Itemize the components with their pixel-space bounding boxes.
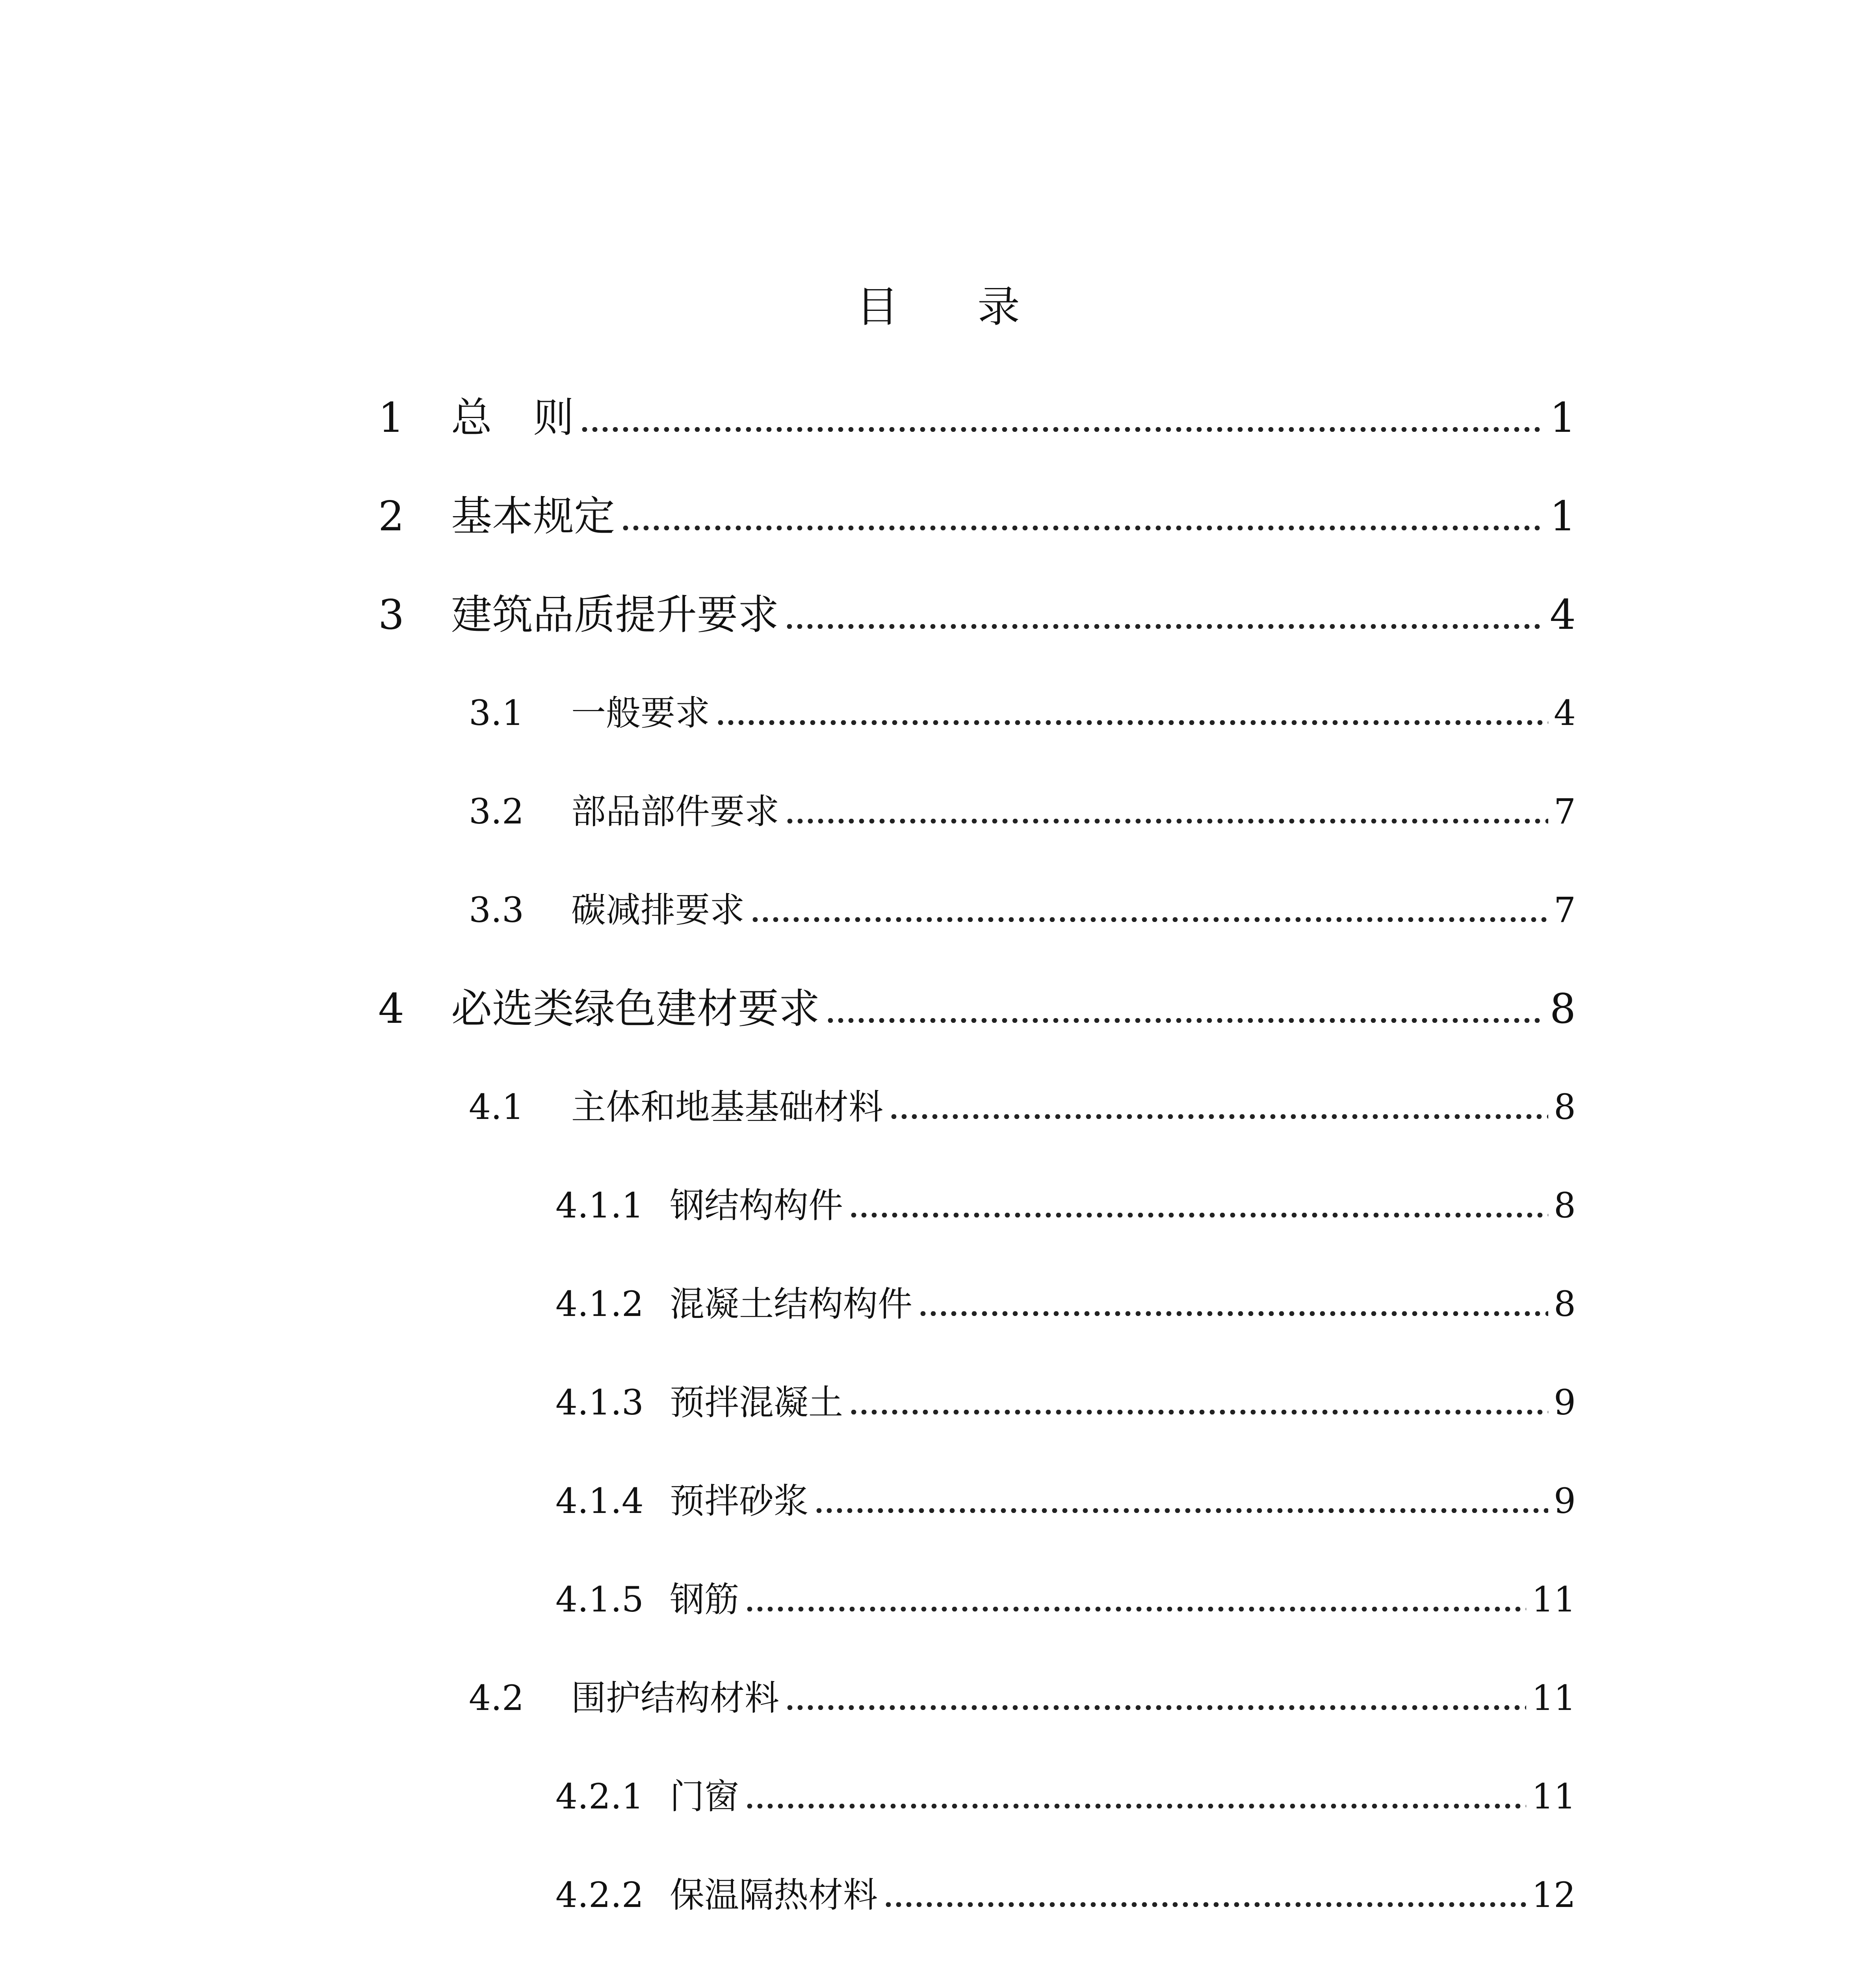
toc-entry-page: 9 [1554,1382,1576,1423]
toc-entry-label: 一般要求 [571,693,710,733]
toc-title: 目录 [856,282,1099,332]
dot-leader [784,617,1544,629]
toc-entry-page: 12 [1532,1875,1576,1915]
toc-entry-page: 1 [1549,394,1576,442]
toc-entry-label [571,1958,849,1970]
toc-entry-label: 预拌砂浆 [670,1481,809,1521]
dot-leader [750,910,1548,922]
toc-entry-number: 3.1 [469,693,524,733]
toc-entry-number: 4.1.4 [555,1481,644,1521]
toc-entry-label: 必选类绿色建材要求 [451,985,820,1033]
toc-entry-number: 3 [378,591,405,639]
dot-leader [785,1698,1526,1710]
toc-entry[interactable] [378,481,1576,579]
toc-entry-page: 11 [1532,1678,1576,1718]
toc-entry[interactable] [378,1860,1576,1958]
dot-leader [849,1403,1548,1414]
toc-entry-number: 4 [378,985,405,1033]
toc-entry-label: 钢结构构件 [670,1185,843,1226]
dot-leader [883,1895,1526,1907]
toc-entry-label: 总 则 [451,394,574,442]
toc-entry-number: 4.2.2 [555,1875,644,1915]
dot-leader [620,519,1544,530]
toc-entry-page: 9 [1554,1481,1576,1521]
toc-entry[interactable] [378,1958,1576,1970]
toc-entry-number: 4.2 [469,1678,524,1718]
dot-leader [745,1600,1526,1611]
toc-entry[interactable] [378,1367,1576,1466]
toc-entry-page: 11 [1532,1776,1576,1817]
toc-entry-label: 主体和地基基础材料 [571,1087,884,1127]
toc-entry[interactable] [378,1466,1576,1564]
toc-entry[interactable] [378,1663,1576,1761]
toc-list [378,382,1576,1970]
toc-entry-page: 8 [1554,1185,1576,1226]
toc-entry-page: 1 [1549,492,1576,540]
toc-entry-page: 7 [1554,890,1576,930]
toc-entry-label: 基本规定 [451,492,615,540]
dot-leader [580,420,1544,432]
toc-entry-label: 保温隔热材料 [670,1875,878,1915]
dot-leader [889,1107,1548,1119]
toc-entry-page: 8 [1549,985,1576,1033]
toc-entry-number: 4.1.3 [555,1382,644,1423]
toc-entry[interactable] [378,1269,1576,1367]
toc-entry-page: 4 [1554,693,1576,733]
toc-entry-number [469,1958,571,1970]
toc-entry-number: 4.1.5 [555,1579,644,1620]
toc-entry[interactable] [378,875,1576,973]
toc-entry-number: 4.1.1 [555,1185,644,1226]
toc-entry-number: 2 [378,492,405,540]
toc-entry-number: 4.1 [469,1087,524,1127]
toc-entry-label: 门窗 [670,1776,739,1817]
toc-entry-number: 4.1.2 [555,1284,644,1324]
dot-leader [814,1501,1548,1513]
toc-entry-label: 碳减排要求 [571,890,745,930]
toc-entry-label: 围护结构材料 [571,1678,780,1718]
toc-entry-label: 混凝土结构构件 [670,1284,913,1324]
toc-entry-number: 1 [378,394,405,442]
toc-entry-page: 4 [1549,591,1576,639]
toc-entry[interactable] [378,1170,1576,1269]
toc-entry-page: 8 [1554,1284,1576,1324]
dot-leader [825,1011,1544,1023]
toc-entry[interactable] [378,382,1576,481]
toc-entry[interactable] [378,973,1576,1072]
toc-entry[interactable] [378,579,1576,678]
toc-entry[interactable] [378,678,1576,776]
toc-entry-page: 11 [1532,1579,1576,1620]
dot-leader [918,1304,1548,1316]
toc-entry-number: 3.3 [469,890,524,930]
dot-leader [785,812,1548,823]
toc-entry-page: 8 [1554,1087,1576,1127]
toc-entry-label: 部品部件要求 [571,791,780,832]
toc-entry-number: 3.2 [469,791,524,832]
dot-leader [715,713,1548,725]
dot-leader [745,1797,1526,1808]
toc-entry-number: 4.2.1 [555,1776,644,1817]
toc-entry-label: 钢筋 [670,1579,739,1620]
toc-entry-label: 建筑品质提升要求 [451,591,779,639]
toc-entry-label: 预拌混凝土 [670,1382,843,1423]
dot-leader [849,1206,1548,1217]
toc-entry-page [1532,1958,1576,1970]
toc-entry[interactable] [378,1564,1576,1663]
toc-entry-page: 7 [1554,791,1576,832]
toc-entry[interactable] [378,1072,1576,1170]
toc-entry[interactable] [378,1761,1576,1860]
toc-entry[interactable] [378,776,1576,875]
